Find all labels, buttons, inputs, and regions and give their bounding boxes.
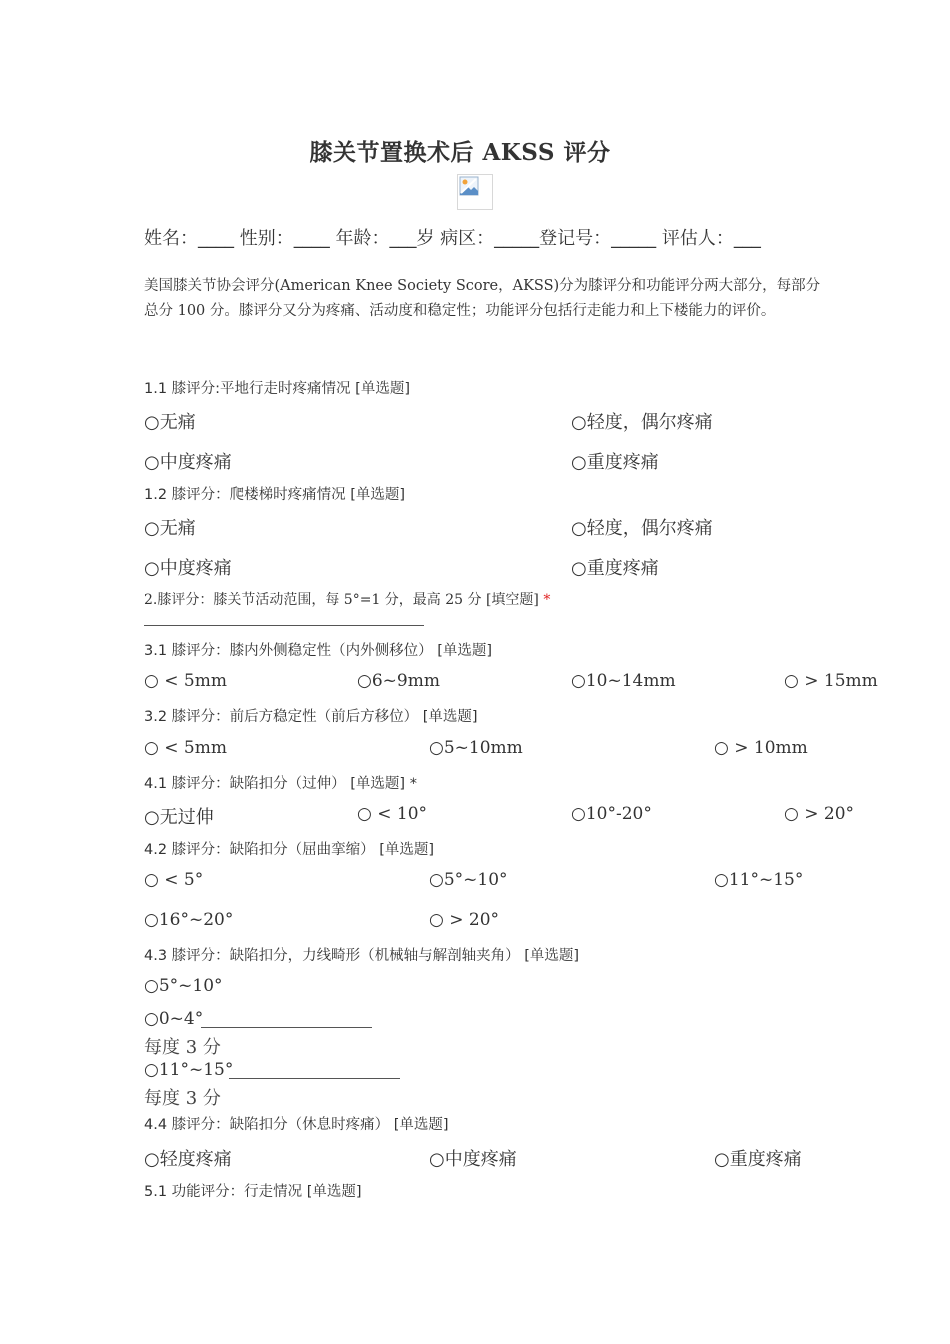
option-note: 每度 3 分 <box>144 1037 221 1058</box>
radio-option[interactable]: ○10~14mm <box>571 671 676 691</box>
radio-option[interactable]: ○中度疼痛 <box>429 1149 517 1170</box>
page-title: 膝关节置换术后 AKSS 评分 <box>309 139 611 166</box>
fill-in-blank-input[interactable] <box>144 625 424 626</box>
radio-option[interactable]: ○ > 20° <box>784 804 855 824</box>
intro-paragraph: 美国膝关节协会评分(American Knee Society Score，AKSS)分为膝评分和功能评分两大部分，每部分总分 100 分。膝评分又分为疼痛、活动度和稳定性；功能评分包括行走能力和上下楼能力的评价。 <box>144 278 821 319</box>
radio-option[interactable]: ○16°~20° <box>144 910 234 930</box>
radio-option[interactable]: ○ > 10mm <box>714 738 808 758</box>
radio-option[interactable]: ○ > 15mm <box>784 671 878 691</box>
radio-option[interactable]: ○重度疼痛 <box>571 558 659 579</box>
radio-option[interactable]: ○中度疼痛 <box>144 558 232 579</box>
radio-option[interactable]: ○ < 10° <box>357 804 428 824</box>
fill-in-blank-input[interactable] <box>201 1027 372 1028</box>
question-4-1: 4.1 膝评分：缺陷扣分（过伸） [单选题] * <box>144 776 417 792</box>
broken-image-icon <box>457 174 493 210</box>
radio-option[interactable]: ○重度疼痛 <box>714 1149 802 1170</box>
radio-option[interactable]: ○ > 20° <box>429 910 500 930</box>
option-note: 每度 3 分 <box>144 1088 221 1109</box>
radio-option[interactable]: ○11°~15° <box>714 870 804 890</box>
radio-option[interactable]: ○无痛 <box>144 518 196 539</box>
radio-option[interactable]: ○轻度，偶尔疼痛 <box>571 412 713 433</box>
question-1-1: 1.1 膝评分:平地行走时疼痛情况 [单选题] <box>144 381 410 397</box>
question-5-1: 5.1 功能评分：行走情况 [单选题] <box>144 1184 362 1200</box>
question-4-3: 4.3 膝评分：缺陷扣分，力线畸形（机械轴与解剖轴夹角） [单选题] <box>144 948 580 964</box>
question-2 <box>144 589 550 609</box>
radio-option[interactable]: ○10°-20° <box>571 804 652 824</box>
radio-option[interactable]: ○轻度，偶尔疼痛 <box>571 518 713 539</box>
radio-option[interactable]: ○11°~15° <box>144 1060 234 1080</box>
radio-option[interactable]: ○5~10mm <box>429 738 523 758</box>
radio-option[interactable]: ○6~9mm <box>357 671 440 691</box>
radio-option[interactable]: ○轻度疼痛 <box>144 1149 232 1170</box>
required-marker: * <box>543 592 551 608</box>
radio-option[interactable]: ○ < 5mm <box>144 671 227 691</box>
question-3-2: 3.2 膝评分：前后方稳定性（前后方移位） [单选题] <box>144 709 478 725</box>
radio-option[interactable]: ○5°~10° <box>144 976 223 996</box>
radio-option[interactable]: ○中度疼痛 <box>144 452 232 473</box>
radio-option[interactable]: ○ < 5mm <box>144 738 227 758</box>
respondent-info-line: 姓名：____ 性别：____ 年龄：___岁 病区：_____登记号：_____ 评估人：___ <box>144 228 761 249</box>
radio-option[interactable]: ○无过伸 <box>144 807 214 828</box>
radio-option[interactable]: ○重度疼痛 <box>571 452 659 473</box>
question-4-4: 4.4 膝评分：缺陷扣分（休息时疼痛） [单选题] <box>144 1117 449 1133</box>
fill-in-blank-input[interactable] <box>229 1078 400 1079</box>
question-4-2: 4.2 膝评分：缺陷扣分（屈曲挛缩） [单选题] <box>144 842 435 858</box>
question-1-2: 1.2 膝评分：爬楼梯时疼痛情况 [单选题] <box>144 487 406 503</box>
radio-option[interactable]: ○无痛 <box>144 412 196 433</box>
question-3-1: 3.1 膝评分：膝内外侧稳定性（内外侧移位） [单选题] <box>144 643 493 659</box>
radio-option[interactable]: ○5°~10° <box>429 870 508 890</box>
question-2-text: 2.膝评分：膝关节活动范围，每 5°=1 分，最高 25 分 [填空题] <box>144 592 544 608</box>
radio-option[interactable]: ○0~4° <box>144 1009 204 1029</box>
radio-option[interactable]: ○ < 5° <box>144 870 204 890</box>
